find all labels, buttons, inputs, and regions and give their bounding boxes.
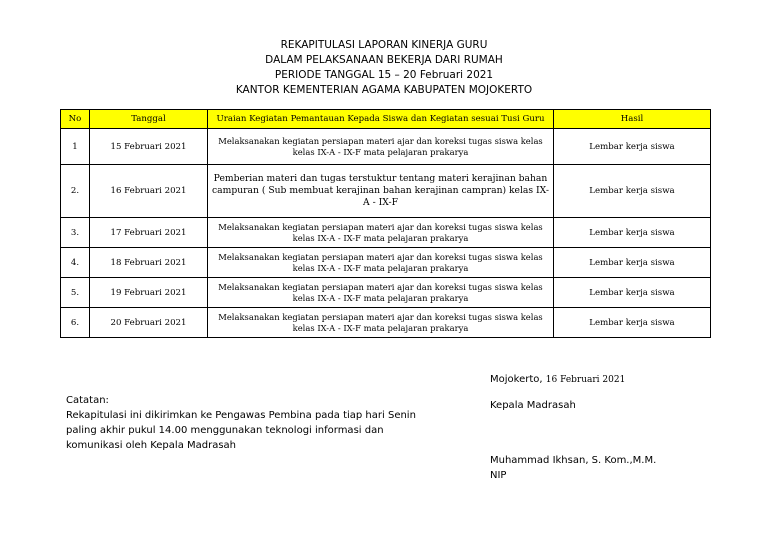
rekap-table [60, 109, 711, 338]
cell-uraian: Melaksanakan kegiatan persiapan materi ajar dan koreksi tugas siswa kelas kelas IX-A - IX-F mata pelajaran prakarya [208, 218, 554, 248]
cell-tanggal: 19 Februari 2021 [90, 278, 208, 308]
table-header-row [61, 110, 711, 129]
cell-uraian: Melaksanakan kegiatan persiapan materi ajar dan koreksi tugas siswa kelas kelas IX-A - IX-F mata pelajaran prakarya [208, 308, 554, 338]
cell-hasil: Lembar kerja siswa [554, 218, 711, 248]
cell-hasil: Lembar kerja siswa [554, 129, 711, 165]
signature-place-date [490, 372, 625, 388]
title-line-4: KANTOR KEMENTERIAN AGAMA KABUPATEN MOJOKERTO [235, 84, 533, 96]
document-title [0, 38, 768, 98]
signature-place: Mojokerto, [490, 374, 543, 385]
cell-tanggal: 15 Februari 2021 [90, 129, 208, 165]
header-hasil: Hasil [554, 110, 711, 129]
signature-position: Kepala Madrasah [490, 400, 576, 411]
table-row [61, 308, 711, 338]
cell-no: 3. [61, 218, 90, 248]
header-uraian: Uraian Kegiatan Pemantauan Kepada Siswa dan Kegiatan sesuai Tusi Guru [208, 110, 554, 129]
signature-date: 16 Februari 2021 [545, 375, 626, 385]
cell-hasil: Lembar kerja siswa [554, 308, 711, 338]
cell-uraian: Melaksanakan kegiatan persiapan materi ajar dan koreksi tugas siswa kelas kelas IX-A - IX-F mata pelajaran prakarya [208, 278, 554, 308]
cell-tanggal: 18 Februari 2021 [90, 248, 208, 278]
table-row [61, 165, 711, 218]
cell-no: 4. [61, 248, 90, 278]
header-no: No [61, 110, 90, 129]
cell-hasil: Lembar kerja siswa [554, 278, 711, 308]
header-tanggal: Tanggal [90, 110, 208, 129]
signature-nip: NIP [490, 470, 507, 481]
table-row [61, 129, 711, 165]
signature-name: Muhammad Ikhsan, S. Kom.,M.M. [490, 455, 657, 466]
cell-no: 6. [61, 308, 90, 338]
cell-no: 1 [61, 129, 90, 165]
cell-uraian: Pemberian materi dan tugas terstuktur tentang materi kerajinan bahan campuran ( Sub membuat kerajinan bahan kerajinan campran) kelas IX-A - IX-F [208, 165, 554, 218]
cell-tanggal: 17 Februari 2021 [90, 218, 208, 248]
cell-no: 5. [61, 278, 90, 308]
note-body: Rekapitulasi ini dikirimkan ke Pengawas Pembina pada tiap hari Senin paling akhir pukul 14.00 menggunakan teknologi informasi dan komunikasi oleh Kepala Madrasah [66, 410, 416, 451]
cell-uraian: Melaksanakan kegiatan persiapan materi ajar dan koreksi tugas siswa kelas kelas IX-A - IX-F mata pelajaran prakarya [208, 129, 554, 165]
table-row [61, 218, 711, 248]
cell-uraian: Melaksanakan kegiatan persiapan materi ajar dan koreksi tugas siswa kelas kelas IX-A - IX-F mata pelajaran prakarya [208, 248, 554, 278]
note-section [66, 393, 426, 453]
table-row [61, 278, 711, 308]
cell-hasil: Lembar kerja siswa [554, 248, 711, 278]
note-heading: Catatan: [66, 395, 109, 406]
cell-hasil: Lembar kerja siswa [554, 165, 711, 218]
cell-no: 2. [61, 165, 90, 218]
title-line-2: DALAM PELAKSANAAN BEKERJA DARI RUMAH [265, 54, 503, 66]
cell-tanggal: 16 Februari 2021 [90, 165, 208, 218]
table-row [61, 248, 711, 278]
title-line-3: PERIODE TANGGAL 15 – 20 Februari 2021 [274, 69, 494, 81]
title-line-1: REKAPITULASI LAPORAN KINERJA GURU [280, 39, 488, 51]
cell-tanggal: 20 Februari 2021 [90, 308, 208, 338]
